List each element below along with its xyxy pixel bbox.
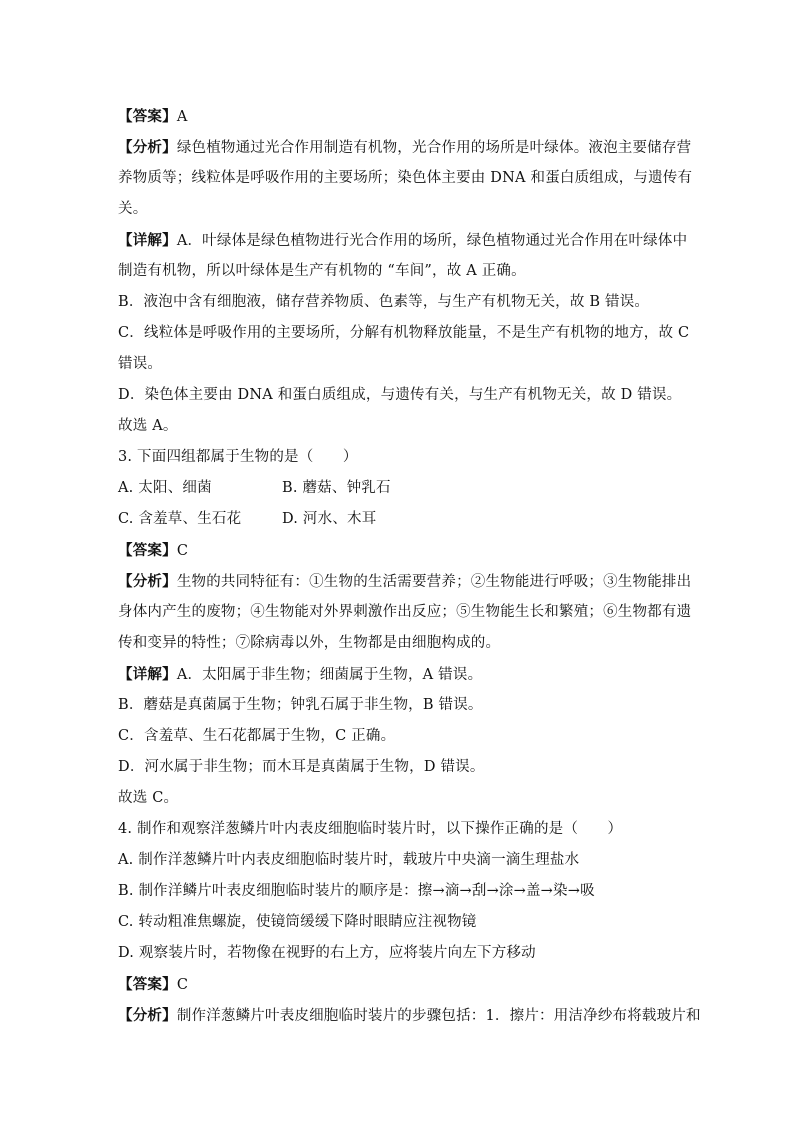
question-3-options-row (118, 473, 678, 504)
analysis-line (118, 132, 692, 163)
conclusion-line: 故选 A。 (118, 418, 178, 434)
detail-tag: 【详解】 (118, 232, 177, 249)
detail-line (118, 659, 678, 690)
answer-value: C (176, 543, 189, 559)
text-line: 传和变异的特性；⑦除病毒以外，生物都是由细胞构成的。 (118, 635, 501, 651)
text-line: 养物质等；线粒体是呼吸作用的主要场所；染色体主要由 DNA 和蛋白质组成，与遗传有 (118, 170, 693, 186)
text-line: C．线粒体是呼吸作用的主要场所，分解有机物释放能量，不是生产有机物的地方，故 C (118, 325, 690, 341)
text-line: B．液泡中含有细胞液，储存营养物质、色素等，与生产有机物无关，故 B 错误。 (118, 294, 650, 310)
option-d: D. 观察装片时，若物像在视野的右上方，应将装片向左下方移动 (118, 945, 536, 961)
analysis-line (118, 566, 692, 597)
text-line: 关。 (118, 201, 148, 217)
question-4-stem: 4. 制作和观察洋葱鳞片叶内表皮细胞临时装片时，以下操作正确的是（ ） (118, 821, 623, 837)
option-b: B. 制作洋鳞片叶表皮细胞临时装片的顺序是：擦→滴→刮→涂→盖→染→吸 (118, 883, 595, 899)
question-3-stem: 3. 下面四组都属于生物的是（ ） (118, 449, 358, 465)
text-line: 错误。 (118, 356, 163, 372)
question-3-options-row (118, 504, 678, 535)
analysis-text: 制作洋葱鳞片叶表皮细胞临时装片的步骤包括：1．擦片：用洁净纱布将载玻片和 (176, 1008, 701, 1024)
detail-line (118, 225, 688, 256)
answer-tag: 【答案】 (118, 542, 177, 559)
option-c: C. 含羞草、生石花 (118, 511, 242, 527)
answer-line (118, 535, 678, 566)
option-a: A. 太阳、细菌 (118, 480, 212, 496)
option-d: D. 河水、木耳 (282, 511, 377, 527)
conclusion-line: 故选 C。 (118, 790, 179, 806)
answer-explanation-text (118, 101, 701, 1031)
answer-line (118, 969, 678, 1000)
answer-tag: 【答案】 (118, 976, 177, 993)
text-line: 制造有机物，所以叶绿体是生产有机物的 “车间”，故 A 正确。 (118, 263, 526, 279)
analysis-tag: 【分析】 (118, 139, 177, 156)
option-b: B. 蘑菇、钟乳石 (282, 480, 391, 496)
option-a: A. 制作洋葱鳞片叶内表皮细胞临时装片时，载玻片中央滴一滴生理盐水 (118, 852, 580, 868)
answer-value: C (176, 977, 189, 993)
analysis-line (118, 1000, 701, 1031)
detail-text: A．叶绿体是绿色植物进行光合作用的场所，绿色植物通过光合作用在叶绿体中 (176, 233, 688, 249)
answer-line (118, 101, 678, 132)
text-line: D．染色体主要由 DNA 和蛋白质组成，与遗传有关，与生产有机物无关，故 D 错误。 (118, 387, 682, 403)
detail-tag: 【详解】 (118, 666, 177, 683)
detail-text: A．太阳属于非生物；细菌属于生物，A 错误。 (176, 667, 483, 683)
answer-value: A (176, 109, 188, 125)
analysis-tag: 【分析】 (118, 573, 177, 590)
analysis-tag: 【分析】 (118, 1007, 177, 1024)
analysis-text: 绿色植物通过光合作用制造有机物，光合作用的场所是叶绿体。液泡主要储存营 (176, 140, 692, 156)
text-line: 身体内产生的废物；④生物能对外界刺激作出反应；⑤生物能生长和繁殖；⑥生物都有遗 (118, 604, 692, 620)
answer-tag: 【答案】 (118, 108, 177, 125)
text-line: D．河水属于非生物；而木耳是真菌属于生物，D 错误。 (118, 759, 485, 775)
text-line: B．蘑菇是真菌属于生物；钟乳石属于非生物，B 错误。 (118, 697, 483, 713)
option-c: C. 转动粗准焦螺旋，使镜筒缓缓下降时眼睛应注视物镜 (118, 914, 477, 930)
analysis-text: 生物的共同特征有：①生物的生活需要营养；②生物能进行呼吸；③生物能排出 (176, 574, 692, 590)
text-line: C．含羞草、生石花都属于生物，C 正确。 (118, 728, 396, 744)
